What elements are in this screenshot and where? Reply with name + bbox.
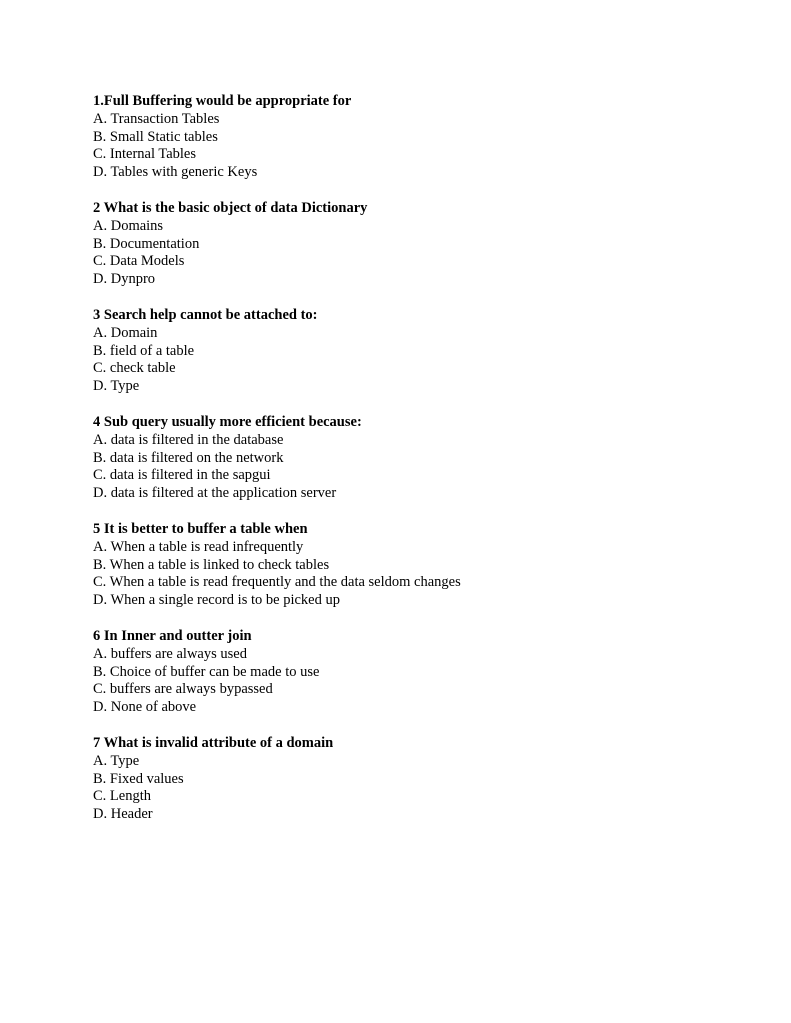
question-title: 3 Search help cannot be attached to:	[93, 306, 318, 323]
option-d: D. data is filtered at the application server	[93, 485, 337, 502]
option-c: C. When a table is read frequently and the data seldom changes	[93, 574, 461, 591]
question-4	[93, 414, 733, 503]
question-title: 5 It is better to buffer a table when	[93, 520, 308, 537]
option-b: B. Fixed values	[93, 770, 184, 787]
option-d: D. Header	[93, 806, 153, 823]
option-a: A. Transaction Tables	[93, 110, 220, 127]
option-d: D. When a single record is to be picked up	[93, 592, 340, 609]
option-c: C. Length	[93, 788, 151, 805]
option-b: B. Small Static tables	[93, 128, 218, 145]
option-d: D. None of above	[93, 699, 197, 716]
option-d: D. Dynpro	[93, 271, 156, 288]
option-a: A. When a table is read infrequently	[93, 538, 304, 555]
option-a: A. Type	[93, 752, 140, 769]
question-title: 6 In Inner and outter join	[93, 627, 252, 644]
question-title: 2 What is the basic object of data Dictionary	[93, 199, 368, 216]
option-a: A. buffers are always used	[93, 645, 247, 662]
question-2	[93, 200, 733, 289]
option-c: C. check table	[93, 360, 176, 377]
question-5	[93, 521, 733, 610]
question-title: 7 What is invalid attribute of a domain	[93, 734, 334, 751]
question-6	[93, 628, 733, 717]
option-b: B. Documentation	[93, 235, 200, 252]
option-a: A. Domains	[93, 217, 164, 234]
question-title: 4 Sub query usually more efficient because:	[93, 413, 362, 430]
option-c: C. Internal Tables	[93, 146, 197, 163]
option-c: C. data is filtered in the sapgui	[93, 467, 271, 484]
document-page	[93, 93, 733, 842]
question-title: 1.Full Buffering would be appropriate for	[93, 93, 352, 109]
option-b: B. Choice of buffer can be made to use	[93, 663, 320, 680]
option-b: B. When a table is linked to check tables	[93, 556, 330, 573]
option-b: B. data is filtered on the network	[93, 449, 284, 466]
option-b: B. field of a table	[93, 342, 195, 359]
question-7	[93, 735, 733, 824]
question-1	[93, 93, 733, 182]
option-c: C. Data Models	[93, 253, 185, 270]
option-d: D. Tables with generic Keys	[93, 164, 258, 181]
option-a: A. Domain	[93, 324, 158, 341]
option-d: D. Type	[93, 378, 140, 395]
option-a: A. data is filtered in the database	[93, 431, 284, 448]
option-c: C. buffers are always bypassed	[93, 681, 273, 698]
question-3	[93, 307, 733, 396]
